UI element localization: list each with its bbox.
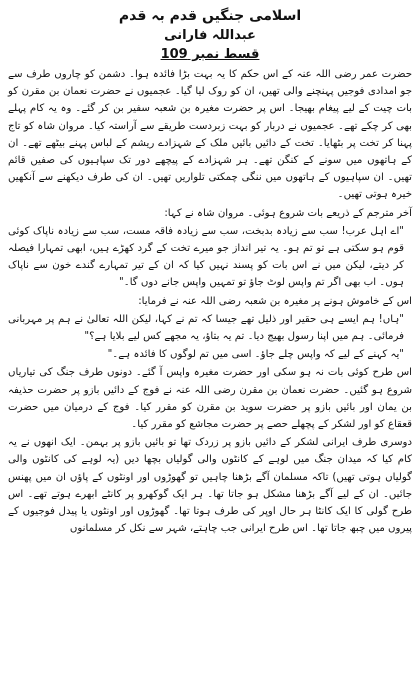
paragraph-4: اس طرح کوئی بات نہ ہو سکی اور حضرت مغیرہ واپس آ گئے۔ دونوں طرف جنگ کی تیاریاں شروع ہو گئیں۔ حضرت نعمان بن مقرن رضی اللہ عنہ نے فوج کے دائیں بازو پر حضرت حذیفہ بن یمان اور بائیں بازو پر حضرت سوید بن مقرن کو مقرر کیا۔ فوج کے درمیان میں حضرت قعقاع کو اور لشکر کے پچھلے حصے پر حضرت مجاشع کو مقرر کیا۔ [8, 367, 412, 431]
episode-number: قسط نمبر 109 [160, 47, 260, 62]
article-title: اسلامی جنگیں قدم بہ قدم [118, 8, 302, 24]
author-name: عبداللہ فارانی [164, 28, 256, 43]
quote-marwan-shah: "اے اہل عرب! سب سے زیادہ بدبخت، سب سے زیادہ فاقہ مست، سب سے زیادہ ناپاک کوئی قوم ہو سکتی ہے تو تم ہو۔ یہ تیر انداز جو میرے تخت کے گرد کھڑے ہیں، ابھی تمہارا فیصلہ کر دیتے، لیکن میں نے اس بات کو پسند نہیں کیا کہ ان کے تیر تمہارے گندے خون سے ناپاک ہوں۔ اب بھی اگر تم واپس لوٹ جاؤ تو تمہیں واپس جانے دوں گا۔" [8, 225, 404, 289]
paragraph-2: آخر مترجم کے ذریعے بات شروع ہوئی۔ مروان شاہ نے کہا: [164, 207, 412, 219]
quote-reply: "یہ کہنے کے لیے کہ واپس چلے جاؤ۔ اسی میں تم لوگوں کا فائدہ ہے۔" [107, 349, 404, 361]
quote-mughira: "ہاں! ہم ایسے ہی حقیر اور ذلیل تھے جیسا کہ تم نے کہا، لیکن اللہ تعالیٰ نے ہم پر مہربانی فرمائی۔ ہم میں اپنا رسول بھیج دیا۔ تم یہ بتاؤ، یہ مجھے کس لیے بلایا ہے؟" [8, 313, 404, 343]
article-body [8, 66, 412, 537]
paragraph-3: اس کے خاموش ہونے پر مغیرہ بن شعبہ رضی اللہ عنہ نے فرمایا: [138, 295, 412, 307]
article-header [8, 6, 412, 64]
paragraph-5: دوسری طرف ایرانی لشکر کے دائیں بازو پر زردک تھا تو بائیں بازو پر بہمن۔ ایک انھوں نے یہ کام کیا کہ میدان جنگ میں لوہے کے کانٹوں والی گولیاں بچھا دیں (یہ لوہے کی کانٹوں والی گولیاں ہوتی تھیں) تاکہ مسلمان آگے بڑھنا چاہیں تو گھوڑوں اور اونٹوں کے پاؤں ان میں پھنس جائیں۔ ان کے لیے آگے بڑھنا مشکل ہو جاتا تھا۔ ہر ایک گوکھرو پر کانٹے ابھرے ہوتے تھے۔ اس طرح گولی کا ایک کانٹا ہر حال اوپر کی طرف ہوتا تھا۔ گھوڑوں اور اونٹوں یا پیدل فوجیوں کے پیروں میں چبھ جاتا تھا۔ اس طرح ایرانی جب چاہتے، شہر سے نکل کر مسلمانوں [8, 437, 412, 535]
paragraph-1: حضرت عمر رضی اللہ عنہ کے اس حکم کا یہ بہت بڑا فائدہ ہوا۔ دشمن کو چاروں طرف سے جو امدادی فوجیں پہنچنے والی تھیں، ان کو روک لیا گیا۔ عجمیوں نے حضرت نعمان بن مقرن کو بات چیت کے لیے پیغام بھیجا۔ اس پر حضرت مغیرہ بن شعبہ سفیر بن کر گئے۔ وہ یہ کام پہلے بھی کر چکے تھے۔ عجمیوں نے دربار کو بہت زبردست طریقے سے آراستہ کیا۔ مروان شاہ کو تاج پہنا کر تخت پر بٹھایا۔ تخت کے دائیں بائیں ملک کے شہزادے ریشم کے لباس پہنے بیٹھے تھے۔ ان کے ہاتھوں میں سونے کے کنگن تھے۔ ہر شہزادے کے پیچھے دور تک سپاہیوں کی صفیں قائم تھیں۔ ان سپاہیوں کے ہاتھوں میں ننگی چمکتی تلواریں تھیں۔ ان کی طرف دیکھنے سے آنکھیں خیرہ ہوتی تھیں۔ [8, 69, 412, 201]
